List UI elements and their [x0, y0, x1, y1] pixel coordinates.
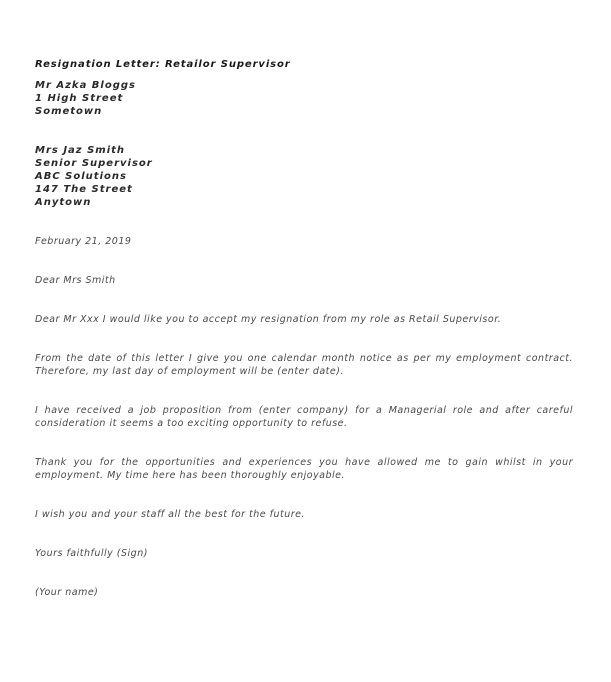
sender-address: [35, 79, 136, 118]
sender-street: 1 High Street: [35, 93, 124, 104]
recipient-street: 147 The Street: [35, 184, 133, 195]
recipient-name: Mrs Jaz Smith: [35, 145, 126, 156]
sender-town: Sometown: [35, 106, 103, 117]
closing: Yours faithfully (Sign): [35, 548, 148, 559]
letter-date: February 21, 2019: [35, 236, 132, 247]
recipient-company: ABC Solutions: [35, 171, 127, 182]
name-placeholder: (Your name): [35, 587, 99, 598]
sender-name: Mr Azka Bloggs: [35, 80, 136, 91]
letter-title: Resignation Letter: Retailor Supervisor: [35, 59, 291, 70]
paragraph-3: I have received a job proposition from (enter company) for a Managerial role and after careful consideration it seems a too exciting opportunity to refuse.: [35, 405, 573, 429]
paragraph-1: Dear Mr Xxx I would like you to accept my resignation from my role as Retail Supervisor.: [35, 314, 502, 325]
salutation: Dear Mrs Smith: [35, 275, 116, 286]
recipient-title: Senior Supervisor: [35, 158, 153, 169]
paragraph-4: Thank you for the opportunities and experiences you have allowed me to gain whilst in your employment. My time here has been thoroughly enjoyable.: [35, 457, 573, 481]
recipient-town: Anytown: [35, 197, 92, 208]
recipient-address: [35, 144, 153, 209]
paragraph-2: From the date of this letter I give you one calendar month notice as per my employment contract. Therefore, my last day of employment will be (enter date).: [35, 353, 573, 377]
paragraph-5: I wish you and your staff all the best for the future.: [35, 509, 306, 520]
